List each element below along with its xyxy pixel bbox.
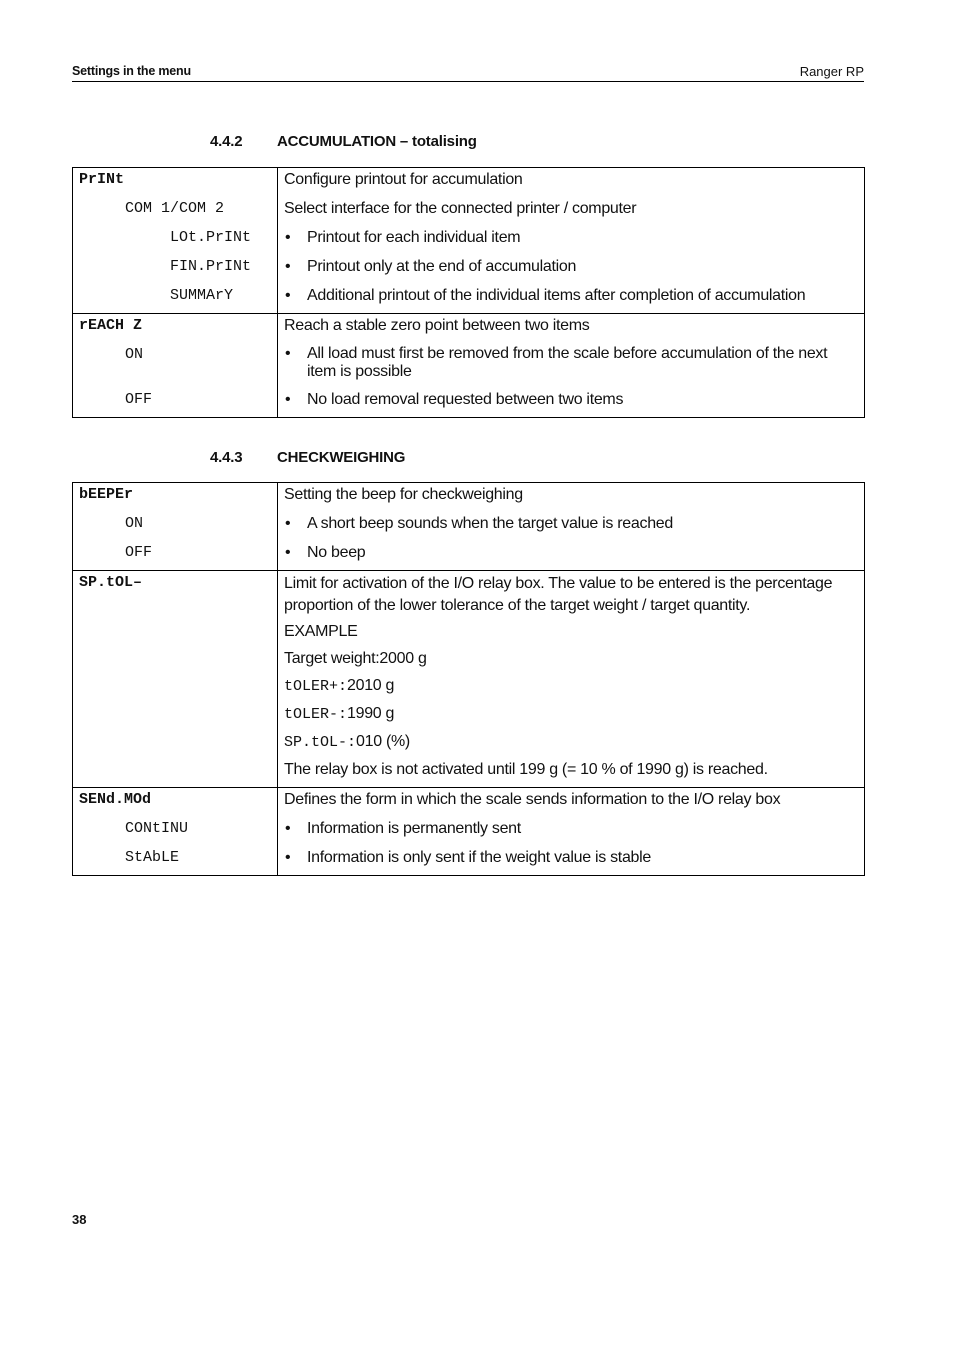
- section-heading-checkweighing: [210, 449, 405, 466]
- example-target: Target weight:2000 g: [284, 650, 427, 667]
- header-product: Ranger RP: [799, 64, 864, 79]
- page-header: [72, 62, 864, 82]
- menu-desc: Defines the form in which the scale sends information to the I/O relay box: [284, 791, 781, 808]
- menu-key: CONtINU: [125, 820, 189, 837]
- accumulation-table: [72, 167, 865, 418]
- sptol-key: SP.tOL-:: [284, 734, 357, 751]
- menu-desc: • Additional printout of the individual items after completion of accumulation: [278, 284, 864, 313]
- menu-key: rEACH Z: [79, 317, 143, 334]
- section-title: CHECKWEIGHING: [277, 449, 406, 466]
- table-row: [73, 483, 865, 513]
- menu-desc: Configure printout for accumulation: [284, 171, 523, 188]
- tol-plus-value: 2010 g: [347, 677, 395, 694]
- table-row: [73, 512, 865, 541]
- section-number: 4.4.2: [210, 133, 243, 150]
- tol-minus-key: tOLER-:: [284, 706, 348, 723]
- menu-key: bEEPEr: [79, 486, 134, 503]
- table-row: [73, 571, 865, 788]
- menu-key: OFF: [125, 391, 153, 408]
- menu-key: OFF: [125, 544, 153, 561]
- menu-key: ON: [125, 346, 144, 363]
- table-row: [73, 388, 865, 418]
- menu-key: SENd.MOd: [79, 791, 152, 808]
- sptol-value: 010 (%): [356, 733, 410, 750]
- table-row: [73, 314, 865, 344]
- menu-desc: • Information is permanently sent: [278, 817, 864, 846]
- page-number: 38: [72, 1212, 87, 1227]
- table-row: [73, 284, 865, 314]
- example-tol-plus: [278, 674, 864, 702]
- menu-desc: • All load must first be removed from the scale before accumulation of the next item is possible: [278, 343, 864, 388]
- table-row: [73, 255, 865, 284]
- table-row: [73, 168, 865, 198]
- table-row: [73, 226, 865, 255]
- table-row: [73, 197, 865, 226]
- menu-key: FIN.PrINt: [170, 258, 252, 275]
- menu-key: SUMMArY: [170, 287, 234, 304]
- menu-key: ON: [125, 515, 144, 532]
- menu-desc: • No load removal requested between two items: [278, 388, 864, 417]
- example-tol-minus: [278, 702, 864, 730]
- tol-plus-key: tOLER+:: [284, 678, 348, 695]
- menu-key: PrINt: [79, 171, 125, 188]
- sptol-description: Limit for activation of the I/O relay box. The value to be entered is the percentage proportion of the lower tolerance of the target weight / target quantity.: [284, 575, 833, 614]
- table-row: [73, 846, 865, 876]
- table-row: [73, 343, 865, 388]
- header-chapter: Settings in the menu: [72, 64, 191, 78]
- menu-desc: • No beep: [278, 541, 864, 570]
- section-number: 4.4.3: [210, 449, 243, 466]
- table-row: [73, 817, 865, 846]
- menu-key: COM 1/COM 2: [125, 200, 225, 217]
- menu-desc: • Printout only at the end of accumulation: [278, 255, 864, 284]
- menu-desc: Reach a stable zero point between two items: [284, 317, 590, 334]
- example-sptol: [278, 730, 864, 758]
- menu-desc: • A short beep sounds when the target value is reached: [278, 512, 864, 541]
- menu-desc: • Information is only sent if the weight value is stable: [278, 846, 864, 875]
- section-heading-accumulation: [210, 133, 477, 150]
- example-note: The relay box is not activated until 199 g (= 10 % of 1990 g) is reached.: [284, 761, 768, 778]
- section-title: ACCUMULATION – totalising: [277, 133, 477, 150]
- tol-minus-value: 1990 g: [347, 705, 395, 722]
- checkweighing-table: [72, 482, 865, 876]
- menu-desc: Setting the beep for checkweighing: [284, 486, 523, 503]
- menu-desc: • Printout for each individual item: [278, 226, 864, 255]
- menu-key: StAbLE: [125, 849, 180, 866]
- table-row: [73, 541, 865, 571]
- menu-key: LOt.PrINt: [170, 229, 252, 246]
- table-row: [73, 788, 865, 818]
- menu-key: SP.tOL–: [79, 574, 143, 591]
- menu-desc: Select interface for the connected printer / computer: [284, 200, 637, 217]
- example-label: EXAMPLE: [284, 623, 358, 640]
